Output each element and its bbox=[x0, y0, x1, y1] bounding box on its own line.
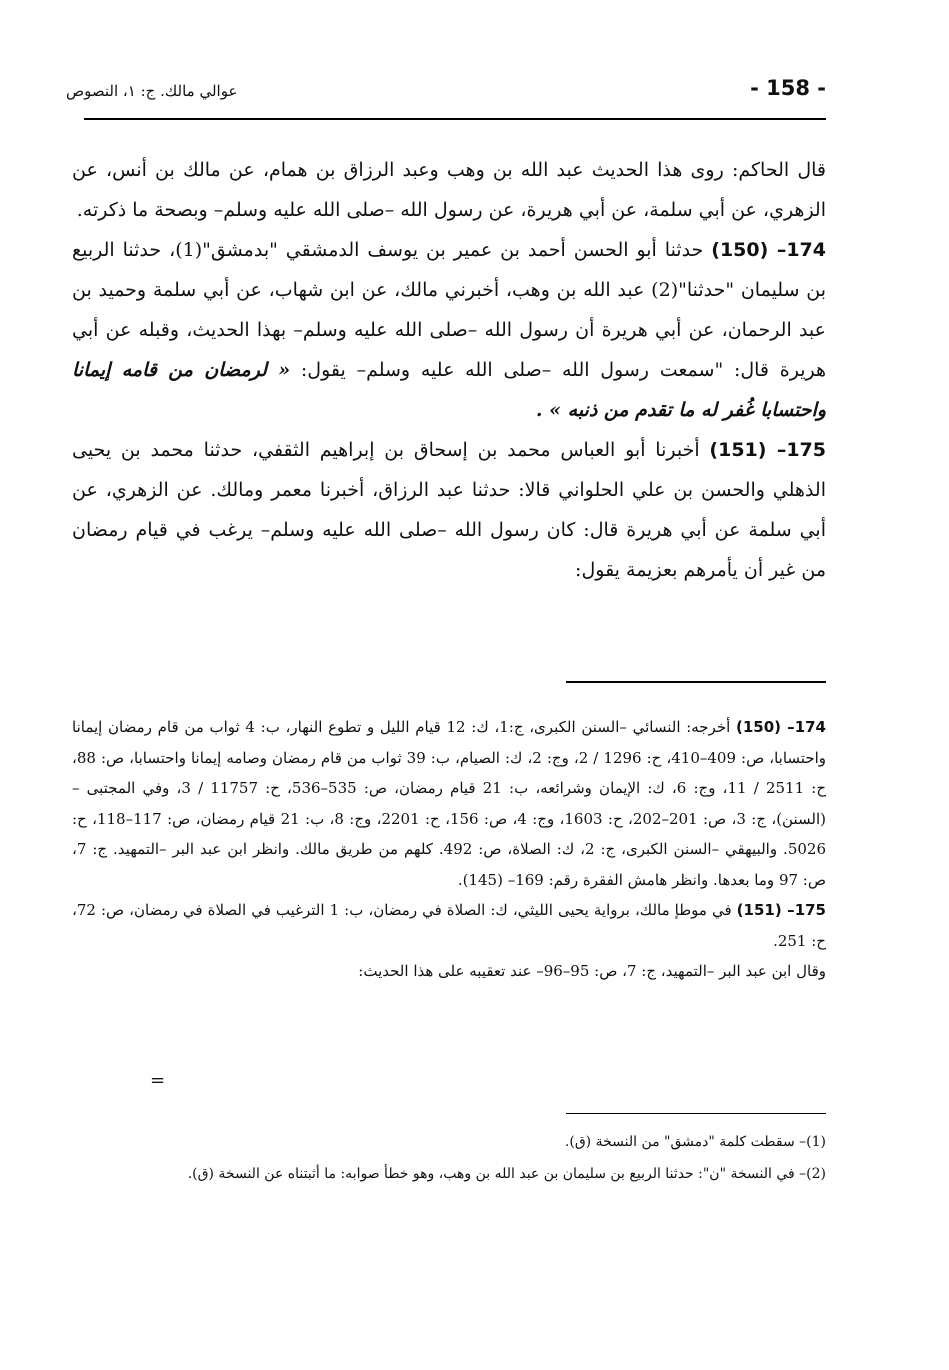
footnotes bbox=[72, 1126, 826, 1190]
note-175 bbox=[72, 895, 826, 956]
paragraph-hakim: قال الحاكم: روى هذا الحديث عبد الله بن وهب وعبد الرزاق بن همام، عن مالك بن أنس، عن الزهري، عن أبي سلمة، عن أبي هريرة، عن رسول الله –صلى الله عليه وسلم– وبصحة ما ذكرته. bbox=[72, 159, 826, 221]
hadith-175-text: أخبرنا أبو العباس محمد بن إسحاق بن إبراهيم الثقفي، حدثنا محمد بن يحيى الذهلي والحسن بن علي الحلواني قالا: حدثنا عبد الرزاق، أخبرنا معمر ومالك. عن الزهري، عن أبي سلمة عن أبي هريرة قال: كان رسول الله –صلى الله عليه وسلم– يرغب في قيام رمضان من غير أن يأمرهم بعزيمة يقول: bbox=[72, 439, 826, 581]
hadith-174-quote: « لرمضان من قامه إيمانا واحتسابا غُفر له ما تقدم من ذنبه » . bbox=[72, 359, 826, 421]
commentary-notes bbox=[72, 712, 826, 987]
note-174 bbox=[72, 712, 826, 895]
continuation-mark: = bbox=[150, 1070, 166, 1091]
footnote-2: (2)– في النسخة "ن": حدثنا الربيع بن سليمان بن عبد الله بن وهب، وهو خطأ صوابه: ما أثبتناه عن النسخة (ق). bbox=[187, 1166, 826, 1182]
paragraph-174 bbox=[72, 230, 826, 430]
hadith-number-175: 175– (151) bbox=[709, 439, 826, 461]
paragraph-175 bbox=[72, 430, 826, 590]
hadith-number-174: 174– (150) bbox=[711, 239, 826, 261]
footnote-1: (1)– سقطت كلمة "دمشق" من النسخة (ق). bbox=[564, 1134, 826, 1150]
page-number: - 158 - bbox=[750, 76, 826, 100]
page-header bbox=[66, 76, 826, 106]
notes-separator bbox=[566, 681, 826, 683]
main-text bbox=[72, 150, 826, 590]
note-174-number: 174– (150) bbox=[736, 718, 826, 736]
header-rule bbox=[84, 118, 826, 120]
note-175-continuation: وقال ابن عبد البر –التمهيد، ج: 7، ص: 95–96– عند تعقيبه على هذا الحديث: bbox=[358, 962, 826, 980]
note-175-text: في موطإ مالك، برواية يحيى الليثي، ك: الصلاة في رمضان، ب: 1 الترغيب في الصلاة في رمضان، ص: 72، ح: 251. bbox=[72, 901, 826, 950]
footnote-separator bbox=[566, 1113, 826, 1114]
hadith-174-text: حدثنا أبو الحسن أحمد بن عمير بن يوسف الدمشقي "بدمشق"(1)، حدثنا الربيع بن سليمان "حدثنا"(2) عبد الله بن وهب، أخبرني مالك، عن ابن شهاب، عن أبي سلمة وحميد بن عبد الرحمان، عن أبي هريرة أن رسول الله –صلى الله عليه وسلم– بهذا الحديث، وقبله عن أبي هريرة قال: "سمعت رسول الله –صلى الله عليه وسلم– يقول: bbox=[72, 239, 827, 381]
note-174-text: أخرجه: النسائي –السنن الكبرى، ج:1، ك: 12 قيام الليل و تطوع النهار، ب: 4 ثواب من قام رمضان إيمانا واحتسابا، ص: 409–410، ح: 1296 / 2، وج: 2، ك: الصيام، ب: 39 ثواب من قام رمضان وصامه إيمانا واحتسابا، ص: 88، ح: 2511 / 11، وج: 6، ك: الإيمان وشرائعه، ب: 21 قيام رمضان، ص: 535–536، ح: 11757 / 3، وفي المجتبى –(السنن)، ج: 3، ص: 201–202، ح: 1603، وج: 4، ص: 156، ح: 2201، وج: 8، ب: 21 قيام رمضان، ص: 117–118، ح: 5026. والبيهقي –السنن الكبرى، ج: 2، ك: الصلاة، ص: 492. كلهم من طريق مالك. وانظر ابن عبد البر –التمهيد. ج: 7، ص: 97 وما بعدها. وانظر هامش الفقرة رقم: 169– (145). bbox=[72, 718, 827, 889]
running-title: عوالي مالك. ج: ١، النصوص bbox=[66, 82, 238, 100]
note-175-number: 175– (151) bbox=[736, 901, 826, 919]
